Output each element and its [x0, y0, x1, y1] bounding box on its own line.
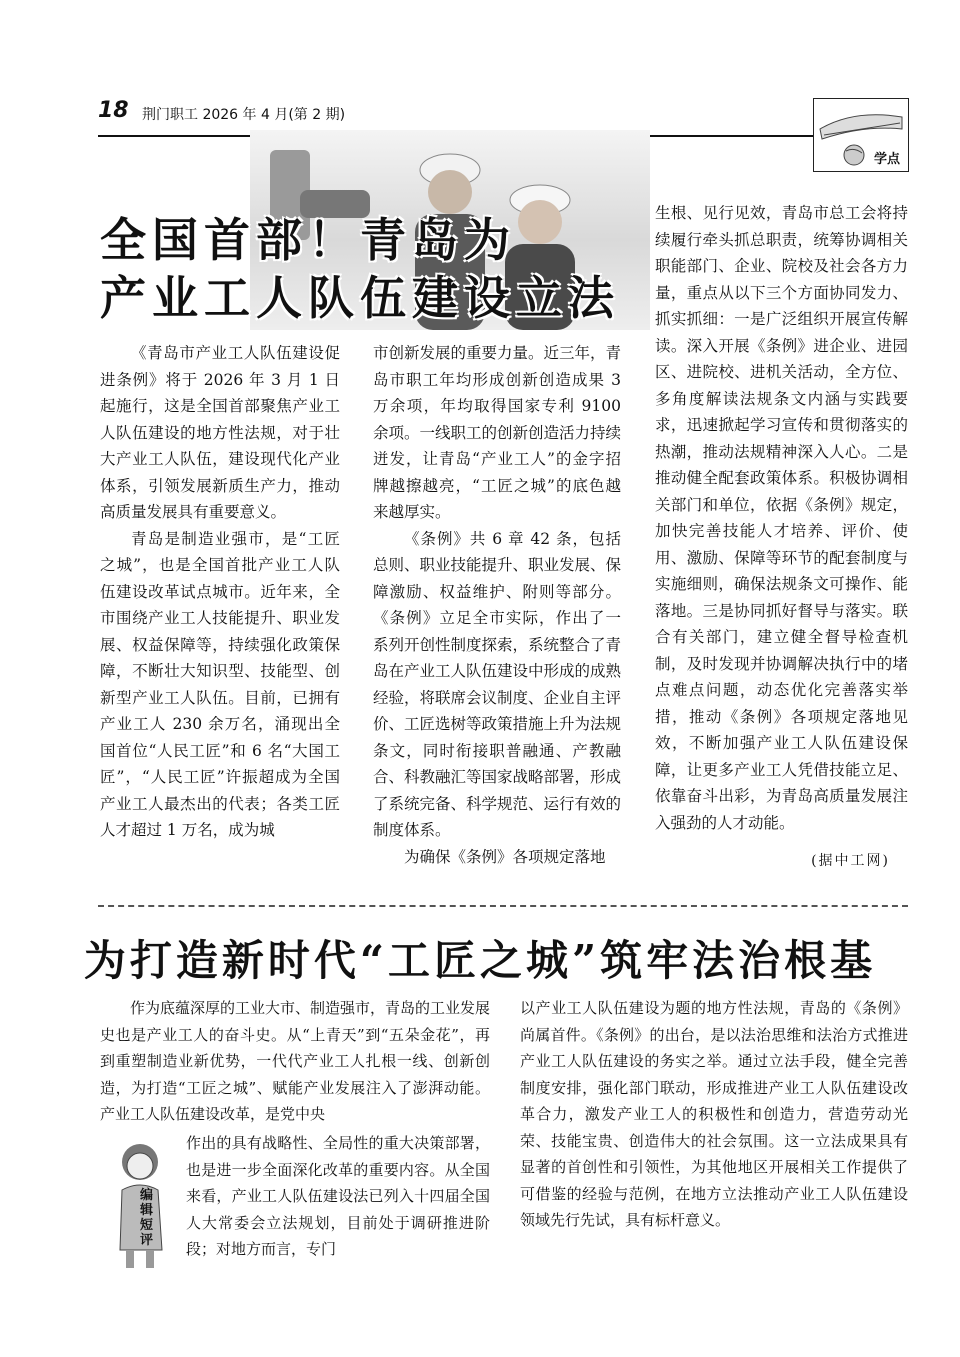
article-title-line-1: 全国首部！青岛为 — [100, 213, 516, 267]
section-label: 学点 — [873, 152, 900, 167]
article-column-3 — [655, 200, 908, 836]
article-source: (据中工网) — [811, 853, 890, 869]
editorial-title: 为打造新时代“工匠之城”筑牢法治根基 — [83, 936, 877, 985]
article-title-line-2: 产业工人队伍建设立法 — [100, 271, 620, 325]
article-column-1 — [100, 340, 340, 844]
article-column-2 — [373, 340, 621, 870]
paragraph: 《青岛市产业工人队伍建设促进条例》将于 2026 年 3 月 1 日起施行，这是全国首部聚焦产业工人队伍建设的地方性法规，对于壮大产业工人队伍，建设现代化产业体系，引领发展新质生产力，推动高质量发展具有重要意义。 — [100, 344, 340, 521]
section-logo — [813, 98, 909, 172]
paragraph: 以产业工人队伍建设为题的地方性法规，青岛的《条例》尚属首件。《条例》的出台，是以法治思维和法治方式推进产业工人队伍建设的务实之举。通过立法手段，健全完善制度安排，强化部门联动，形成推进产业工人队伍建设改革合力，激发产业工人的积极性和创造力，营造劳动光荣、技能宝贵、创造伟大的社会氛围。这一立法成果具有显著的首创性和引领性，为其他地区开展相关工作提供了可借鉴的经验与范例，在地方立法推动产业工人队伍建设领域先行先试，具有标杆意义。 — [520, 999, 908, 1229]
section-divider — [98, 905, 908, 907]
editorial-column-2 — [520, 995, 908, 1234]
paragraph: 《条例》共 6 章 42 条，包括总则、职业技能提升、职业发展、保障激励、权益维护、附则等部分。《条例》立足全市实际，作出了一系列开创性制度探索，系统整合了青岛在产业工人队伍建设中形成的成熟经验，将联席会议制度、企业自主评价、工匠选树等政策措施上升为法规条文，同时衔接职普融通、产教融合、科教融汇等国家战略部署，形成了系统完备、科学规范、运行有效的制度体系。 — [373, 529, 622, 839]
paragraph: 为确保《条例》各项规定落地 — [404, 847, 606, 866]
paragraph: 市创新发展的重要力量。近三年，青岛市职工年均形成创新创造成果 3 万余项，年均取得国家专利 9100 余项。一线职工的创新创造活力持续迸发，让青岛“产业工人”的金字招牌越擦越亮，“工匠之城”的底色越来越厚实。 — [373, 344, 622, 521]
editorial-column-1 — [100, 995, 490, 1128]
paragraph: 作出的具有战略性、全局性的重大决策部署，也是进一步全面深化改革的重要内容。从全国来看，产业工人队伍建设法已列入十四届全国人大常委会立法规划，目前处于调研推进阶段；对地方而言，专门 — [186, 1134, 490, 1258]
paragraph: 作为底蕴深厚的工业大市、制造强市，青岛的工业发展史也是产业工人的奋斗史。从“上青天”到“五朵金花”，再到重塑制造业新优势，一代代产业工人扎根一线、创新创造，为打造“工匠之城”、赋能产业发展注入了澎湃动能。产业工人队伍建设改革，是党中央 — [100, 999, 491, 1123]
paragraph: 生根、见行见效，青岛市总工会将持续履行牵头抓总职责，统筹协调相关职能部门、企业、院校及社会各方力量，重点从以下三个方面协同发力、抓实抓细：一是广泛组织开展宣传解读。深入开展《条例》进企业、进园区、进院校、进机关活动，全方位、多角度解读法规条文内涵与实践要求，迅速掀起学习宣传和贯彻落实的热潮，推动法规精神深入人心。二是推动健全配套政策体系。积极协调相关部门和单位，依据《条例》规定，加快完善技能人才培养、评价、使用、激励、保障等环节的配套制度与实施细则，确保法规条文可操作、能落地。三是协同抓好督导与落实。联合有关部门，建立健全督导检查机制，及时发现并协调解决执行中的堵点难点问题，动态优化完善落实举措，推动《条例》各项规定落地见效，不断加强产业工人队伍建设保障，让更多产业工人凭借技能立足、依靠奋斗出彩，为青岛高质量发展注入强劲的人才动能。 — [655, 204, 908, 832]
page-number: 18 — [98, 98, 129, 123]
publication-info: 荆门职工 2026 年 4 月(第 2 期) — [142, 107, 346, 123]
editorial-column-1-continued — [186, 1130, 490, 1263]
editor-comment-label: 编辑短评 — [140, 1188, 154, 1248]
paragraph: 青岛是制造业强市，是“工匠之城”，也是全国首批产业工人队伍建设改革试点城市。近年来，全市围绕产业工人技能提升、职业发展、权益保障等，持续强化政策保障，不断壮大知识型、技能型、创新型产业工人队伍。目前，已拥有产业工人 230 余万名，涌现出全国首位“人民工匠”和 6 名“大国工匠”，“人民工匠”许振超成为全国产业工人最杰出的代表；各类工匠人才超过 1 万名，成为城 — [100, 529, 340, 839]
